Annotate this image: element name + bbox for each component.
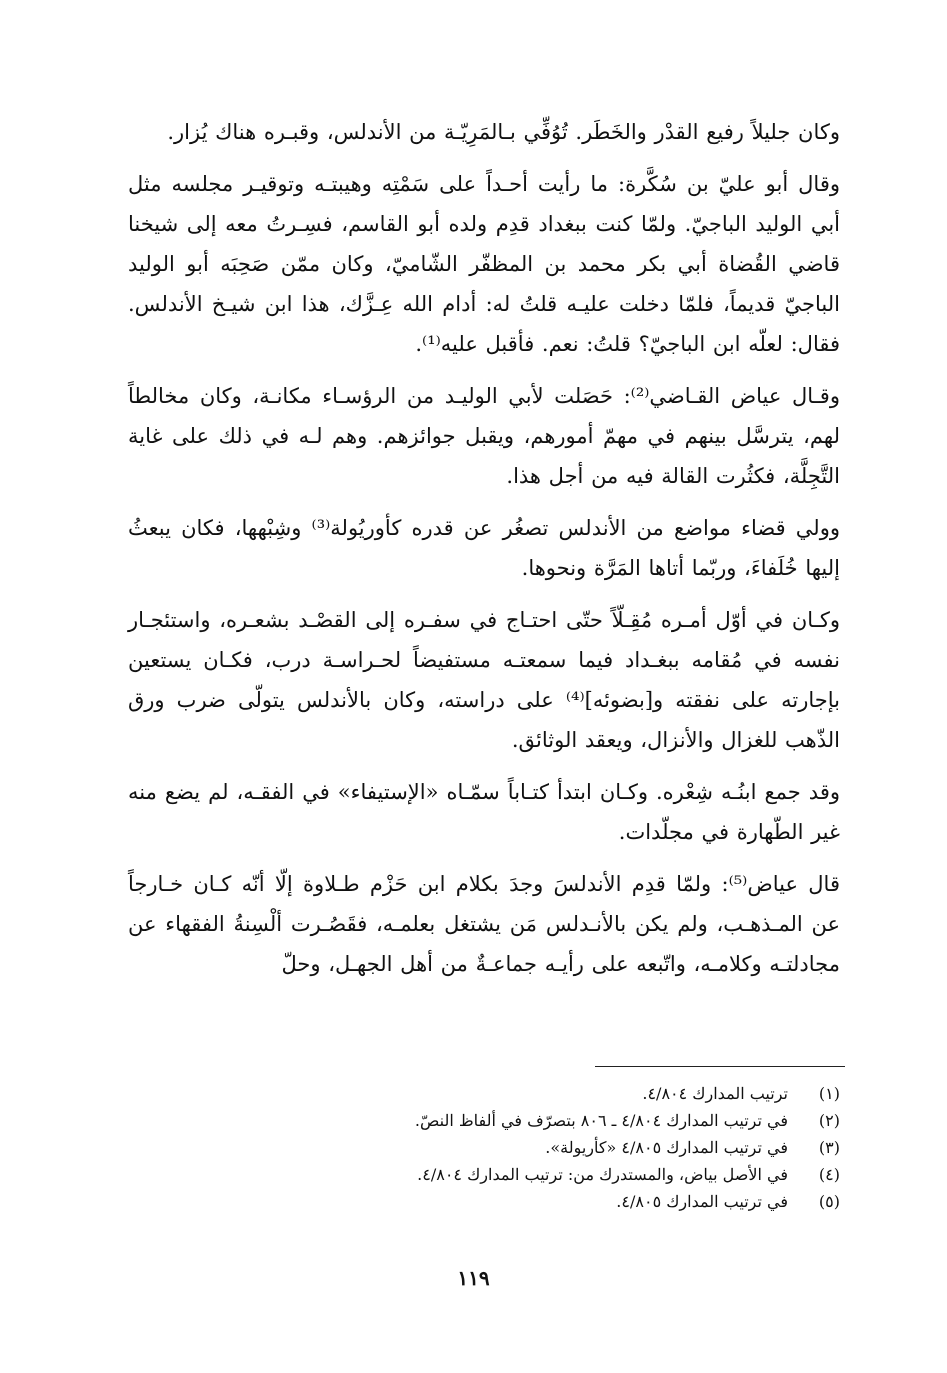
- paragraph-text: قال عياض⁽⁵⁾: ولمّا قدِم الأندلسَ وجدَ بكلام ابن حَزْم طـلاوة إلّا أنّه كـان خـارجاً عن المـذهـب، ولم يكن بالأنـدلس مَن يشتغل بعلمـه، فقَصُـرت ألْسِنةُ الفقهاء عن مجادلتـه وكلامـه، واتّبعه على رأيـه جماعـةٌ من أهل الجهـل، وحلّ: [128, 872, 840, 976]
- main-text: [128, 112, 840, 996]
- footnote-4: [128, 1161, 840, 1188]
- footnote-number: (١): [818, 1084, 840, 1103]
- paragraph-text: وقد جمع ابنُـه شِعْره. وكـان ابتدأ كتـاباً سمّـاه «الإستيفاء» في الفقـه، لم يضع منه غير الطّهارة في مجلّدات.: [128, 780, 840, 844]
- paragraph-text: وولي قضاء مواضع من الأندلس تصغُر عن قدره كأوريُولة⁽³⁾ وشِبْهها، فكان يبعثُ إليها خُلَفاءَ، وربّما أتاها المَرَّة ونحوها.: [128, 516, 840, 580]
- page-number: ١١٩: [457, 1266, 490, 1290]
- paragraph-3: [128, 376, 840, 496]
- paragraph-4: [128, 508, 840, 588]
- footnote-number: (٤): [818, 1165, 840, 1184]
- footnote-number: (٣): [818, 1138, 840, 1157]
- paragraph-2: [128, 164, 840, 364]
- footnote-number: (٥): [818, 1192, 840, 1211]
- footnote-divider: [595, 1066, 845, 1067]
- paragraph-1: [128, 112, 840, 152]
- footnote-number: (٢): [818, 1111, 840, 1130]
- footnote-2: [128, 1107, 840, 1134]
- paragraph-5: [128, 600, 840, 760]
- footnote-3: [128, 1134, 840, 1161]
- footnote-text: في ترتيب المدارك ٤/٨٠٥ «كأريولة».: [545, 1138, 788, 1157]
- paragraph-text: وكـان في أوّل أمـره مُقِـلّاً حتّى احتـاج في سفـره إلى القصْـد بشعـره، واستئجـار نفسه في مُقامه ببغـداد فيما سمعتـه مستفيضاً لحـراسـة درب، فكـان يستعين بإجارته على نفقته و[بضوئه]⁽⁴⁾ على دراسته، وكان بالأندلس يتولّى ضرب ورق الذّهب للغزال والأنزال، ويعقد الوثائق.: [128, 608, 840, 752]
- footnote-1: [128, 1080, 840, 1107]
- footnote-text: في الأصل بياض، والمستدرك من: ترتيب المدارك ٤/٨٠٤.: [417, 1165, 788, 1184]
- footnote-5: [128, 1188, 840, 1215]
- paragraph-7: [128, 864, 840, 984]
- paragraph-text: وقال أبو عليّ بن سُكَّرة: ما رأيت أحـداً على سَمْتِه وهيبتـه وتوقيـر مجلسه مثل أبي الوليد الباجيّ. ولمّا كنت ببغداد قدِم ولده أبو القاسم، فسِـرتُ معه إلى شيخنا قاضي القُضاة أبي بكر محمد بن المظفّر الشّاميّ، وكان ممّن صَحِبَه أبو الوليد الباجيّ قديماً، فلمّا دخلت عليـه قلتُ له: أدام الله عِـزَّك، هذا ابن شيـخ الأندلس. فقال: لعلّه ابن الباجيّ؟ قلتُ: نعم. فأقبل عليه⁽¹⁾.: [128, 172, 840, 356]
- paragraph-6: [128, 772, 840, 852]
- paragraph-text: وقـال عياض القـاضي⁽²⁾: حَصَلت لأبي الوليـد من الرؤسـاء مكانـة، وكان مخالطاً لهم، يترسَّل بينهم في مهمّ أمورهم، ويقبل جوائزهم. وهم لـه في ذلك على غاية التَّجِلَّة، فكثُرت القالة فيه من أجل هذا.: [128, 384, 840, 488]
- footnote-text: ترتيب المدارك ٤/٨٠٤.: [642, 1084, 788, 1103]
- footnote-text: في ترتيب المدارك ٤/٨٠٤ ـ ٨٠٦ بتصرّف في ألفاظ النصّ.: [414, 1111, 788, 1130]
- paragraph-text: وكان جليلاً رفيع القدْر والخَطَر. تُوُفِّي بـالمَرِيّـة من الأندلس، وقبـره هناك يُزار.: [167, 120, 840, 144]
- footnotes: [128, 1080, 840, 1215]
- footnote-text: في ترتيب المدارك ٤/٨٠٥.: [616, 1192, 788, 1211]
